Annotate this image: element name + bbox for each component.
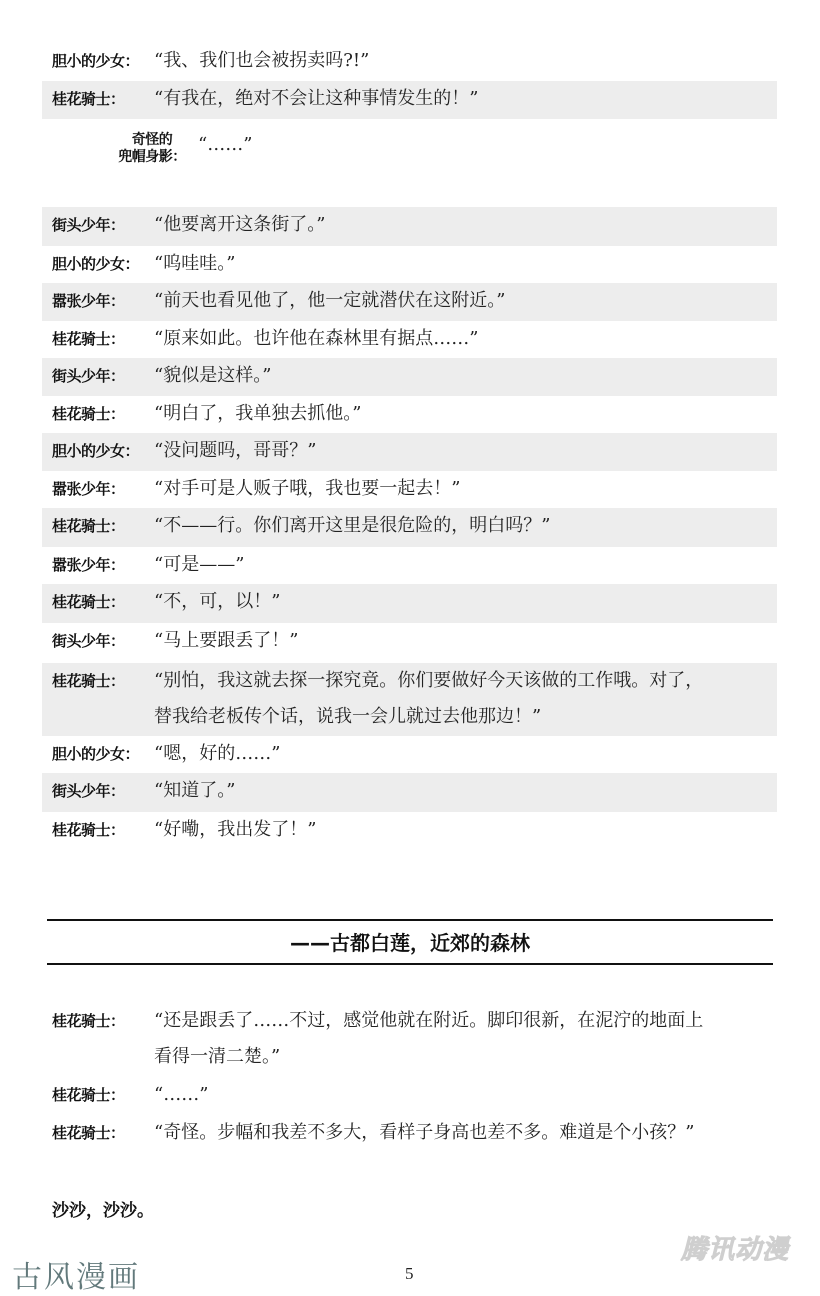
hooded-figure-speaker (102, 132, 202, 166)
dialogue-row (42, 321, 777, 358)
dialogue-text: “前天也看见他了，他一定就潜伏在这附近。” (154, 290, 506, 311)
speaker-label: 胆小的少女： (52, 745, 140, 763)
dialogue-text: “……” (198, 134, 253, 155)
dialogue-text: “有我在，绝对不会让这种事情发生的！” (154, 88, 479, 109)
dialogue-row (42, 547, 777, 584)
dialogue-row (42, 471, 777, 508)
dialogue-row (42, 736, 777, 773)
dialogue-text-line2: 看得一清二楚。” (154, 1046, 281, 1067)
speaker-label-line1: 奇怪的 (131, 132, 173, 148)
speaker-label: 桂花骑士： (52, 330, 125, 348)
dialogue-row (42, 508, 777, 547)
dialogue-text-line2: 替我给老板传个话，说我一会儿就过去他那边！” (154, 706, 542, 727)
speaker-label: 桂花骑士： (52, 90, 125, 108)
dialogue-row (42, 623, 777, 663)
scene-heading: ——古都白莲，近郊的森林 (290, 931, 530, 955)
dialogue-text-line1: “还是跟丢了……不过，感觉他就在附近。脚印很新，在泥泞的地面上 (154, 1010, 704, 1031)
speaker-label: 桂花骑士： (52, 593, 125, 611)
speaker-label: 桂花骑士： (52, 821, 125, 839)
dialogue-text: “我、我们也会被拐卖吗?!” (154, 50, 370, 71)
dialogue-row (42, 81, 777, 119)
dialogue-row (42, 812, 777, 849)
watermark-logo: 腾讯动漫 (680, 1235, 789, 1265)
dialogue-text: “不，可，以！” (154, 591, 281, 612)
speaker-label: 桂花骑士： (52, 672, 125, 690)
dialogue-text: “呜哇哇。” (154, 253, 236, 274)
dialogue-text: “奇怪。步幅和我差不多大，看样子身高也差不多。难道是个小孩？” (154, 1122, 695, 1143)
dialogue-row (42, 396, 777, 433)
speaker-label: 街头少年： (52, 367, 125, 385)
speaker-label: 桂花骑士： (52, 1086, 125, 1104)
dialogue-row (42, 358, 777, 396)
dialogue-text (152, 1003, 777, 1075)
publisher-logo: 古风漫画 (12, 1260, 140, 1295)
dialogue-text: “可是——” (154, 554, 245, 575)
dialogue-row (42, 43, 777, 79)
dialogue-text-line1: “别怕，我这就去探一探究竟。你们要做好今天该做的工作哦。对了， (154, 670, 704, 691)
dialogue-text: “对手可是人贩子哦，我也要一起去！” (154, 478, 461, 499)
divider-top (47, 919, 773, 921)
dialogue-text: “他要离开这条街了。” (154, 214, 326, 235)
dialogue-row (42, 207, 777, 246)
dialogue-text (152, 663, 777, 735)
speaker-label: 街头少年： (52, 216, 125, 234)
dialogue-text: “马上要跟丢了！” (154, 630, 299, 651)
dialogue-row (42, 1003, 777, 1075)
dialogue-text: “嗯，好的……” (154, 743, 281, 764)
speaker-label: 桂花骑士： (52, 517, 125, 535)
speaker-label: 嚣张少年： (52, 292, 125, 310)
dialogue-row (42, 584, 777, 623)
dialogue-row (42, 433, 777, 471)
dialogue-text: “不——行。你们离开这里是很危险的，明白吗？” (154, 515, 551, 536)
page-number: 5 (405, 1264, 414, 1283)
dialogue-row (42, 773, 777, 812)
dialogue-text: “知道了。” (154, 780, 236, 801)
speaker-label: 桂花骑士： (52, 1012, 125, 1030)
speaker-label: 嚣张少年： (52, 480, 125, 498)
dialogue-text: “好嘞，我出发了！” (154, 819, 317, 840)
speaker-label: 嚣张少年： (52, 556, 125, 574)
speaker-label: 桂花骑士： (52, 405, 125, 423)
dialogue-row (42, 1077, 777, 1113)
dialogue-text: “明白了，我单独去抓他。” (154, 403, 362, 424)
dialogue-text: “貌似是这样。” (154, 365, 272, 386)
speaker-label: 胆小的少女： (52, 52, 140, 70)
dialogue-row (42, 663, 777, 736)
dialogue-row (42, 246, 777, 283)
speaker-label: 胆小的少女： (52, 442, 140, 460)
speaker-label-line2: 兜帽身影： (118, 149, 186, 165)
speaker-label: 街头少年： (52, 632, 125, 650)
speaker-label: 胆小的少女： (52, 255, 140, 273)
divider-bottom (47, 963, 773, 965)
dialogue-text: “原来如此。也许他在森林里有据点……” (154, 328, 479, 349)
dialogue-row (42, 1115, 777, 1151)
dialogue-text: “……” (154, 1084, 209, 1105)
speaker-label: 街头少年： (52, 782, 125, 800)
sound-effect-text: 沙沙，沙沙。 (52, 1201, 154, 1221)
dialogue-text: “没问题吗，哥哥？” (154, 440, 317, 461)
speaker-label: 桂花骑士： (52, 1124, 125, 1142)
dialogue-row (42, 283, 777, 321)
